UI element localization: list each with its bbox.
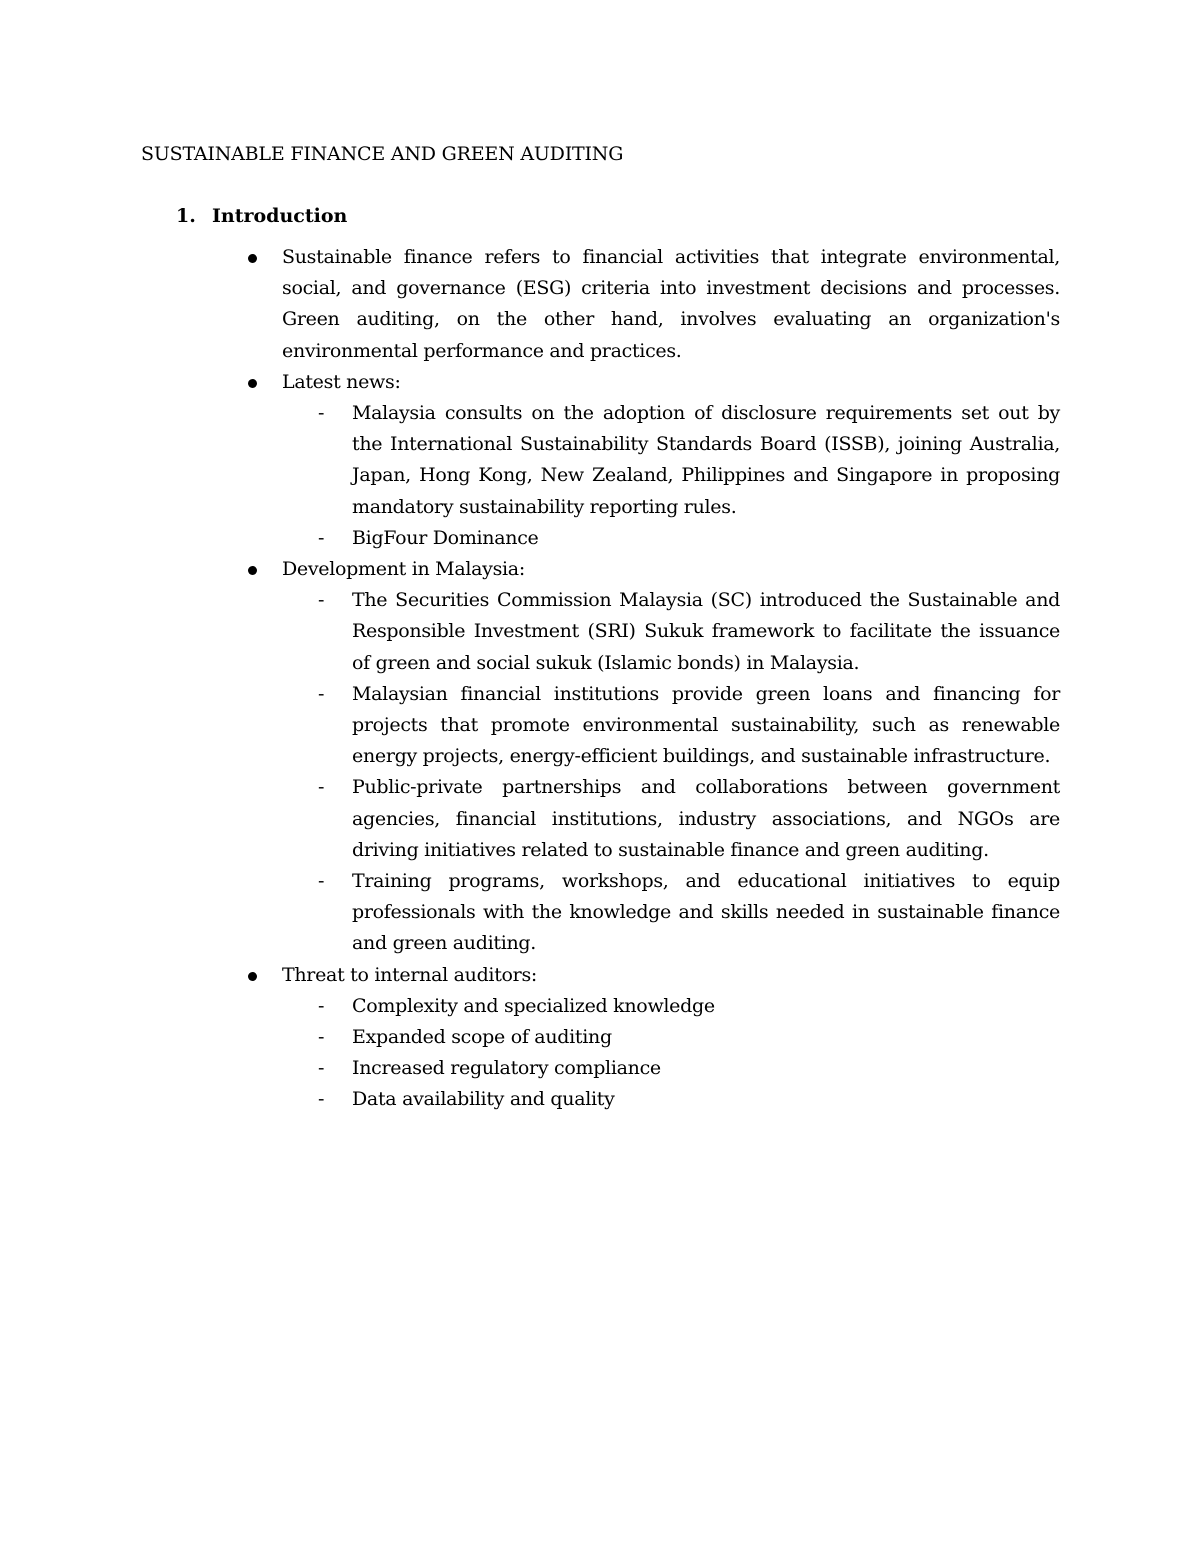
bullet-text: Sustainable finance refers to financial activities that integrate environmental, social, and governance (ESG) criteria into investment decisions and processes. Green auditing, on the other hand, involves evaluating an organization's environmental performance and practices.	[282, 246, 1060, 362]
dash-marker: -	[318, 589, 325, 612]
bullet-text: Threat to internal auditors:	[282, 963, 538, 986]
list-item-text: Complexity and specialized knowledge	[352, 994, 715, 1017]
list-item	[318, 1022, 1060, 1053]
list-item	[318, 523, 1060, 554]
bullet-text: Development in Malaysia:	[282, 558, 525, 581]
dash-marker: -	[318, 1026, 325, 1049]
list-item	[318, 772, 1060, 866]
list-item-text: Public-private partnerships and collaborations between government agencies, financial institutions, industry associations, and NGOs are driving initiatives related to sustainable finance and green auditing.	[352, 776, 1060, 861]
dash-marker: -	[318, 776, 325, 799]
bullet-item-definition	[248, 242, 1060, 367]
dash-marker: -	[318, 402, 325, 425]
bullet-text: Latest news:	[282, 370, 401, 393]
list-item-text: Malaysia consults on the adoption of disclosure requirements set out by the International Sustainability Standards Board (ISSB), joining Australia, Japan, Hong Kong, New Zealand, Philippines and Singapore in proposing mandatory sustainability reporting rules.	[352, 402, 1060, 518]
dash-marker: -	[318, 870, 325, 893]
list-item	[318, 1053, 1060, 1084]
list-item-text: Increased regulatory compliance	[352, 1057, 661, 1080]
list-item-text: Data availability and quality	[352, 1088, 615, 1111]
section-heading	[176, 205, 347, 227]
sub-list	[248, 585, 1060, 959]
list-item-text: BigFour Dominance	[352, 526, 539, 549]
list-item-text: Malaysian financial institutions provide green loans and financing for projects that promote environmental sustainability, such as renewable energy projects, energy-efficient buildings, and sustainable infrastructure.	[352, 682, 1060, 768]
bullet-dot-icon	[248, 379, 257, 388]
list-item	[318, 991, 1060, 1022]
bullet-item-development	[248, 554, 1060, 960]
section-number: 1.	[176, 205, 196, 227]
bullet-item-latest-news	[248, 367, 1060, 554]
dash-marker: -	[318, 682, 325, 705]
list-item-text: Training programs, workshops, and educational initiatives to equip professionals with the knowledge and skills needed in sustainable finance and green auditing.	[352, 870, 1060, 955]
bullet-dot-icon	[248, 972, 257, 981]
list-item	[318, 398, 1060, 523]
list-item-text: The Securities Commission Malaysia (SC) introduced the Sustainable and Responsible Investment (SRI) Sukuk framework to facilitate the issuance of green and social sukuk (Islamic bonds) in Malaysia.	[352, 589, 1060, 674]
bullet-item-threats	[248, 960, 1060, 1116]
list-item	[318, 866, 1060, 960]
list-item	[318, 585, 1060, 679]
section-content	[248, 242, 1060, 1116]
dash-marker: -	[318, 1088, 325, 1111]
bullet-dot-icon	[248, 254, 257, 263]
list-item	[318, 1084, 1060, 1115]
bullet-dot-icon	[248, 566, 257, 575]
section-title: Introduction	[212, 205, 348, 227]
sub-list	[248, 991, 1060, 1116]
list-item	[318, 679, 1060, 773]
document-title: SUSTAINABLE FINANCE AND GREEN AUDITING	[141, 143, 624, 165]
dash-marker: -	[318, 994, 325, 1017]
dash-marker: -	[318, 526, 325, 549]
list-item-text: Expanded scope of auditing	[352, 1026, 612, 1049]
dash-marker: -	[318, 1057, 325, 1080]
sub-list	[248, 398, 1060, 554]
